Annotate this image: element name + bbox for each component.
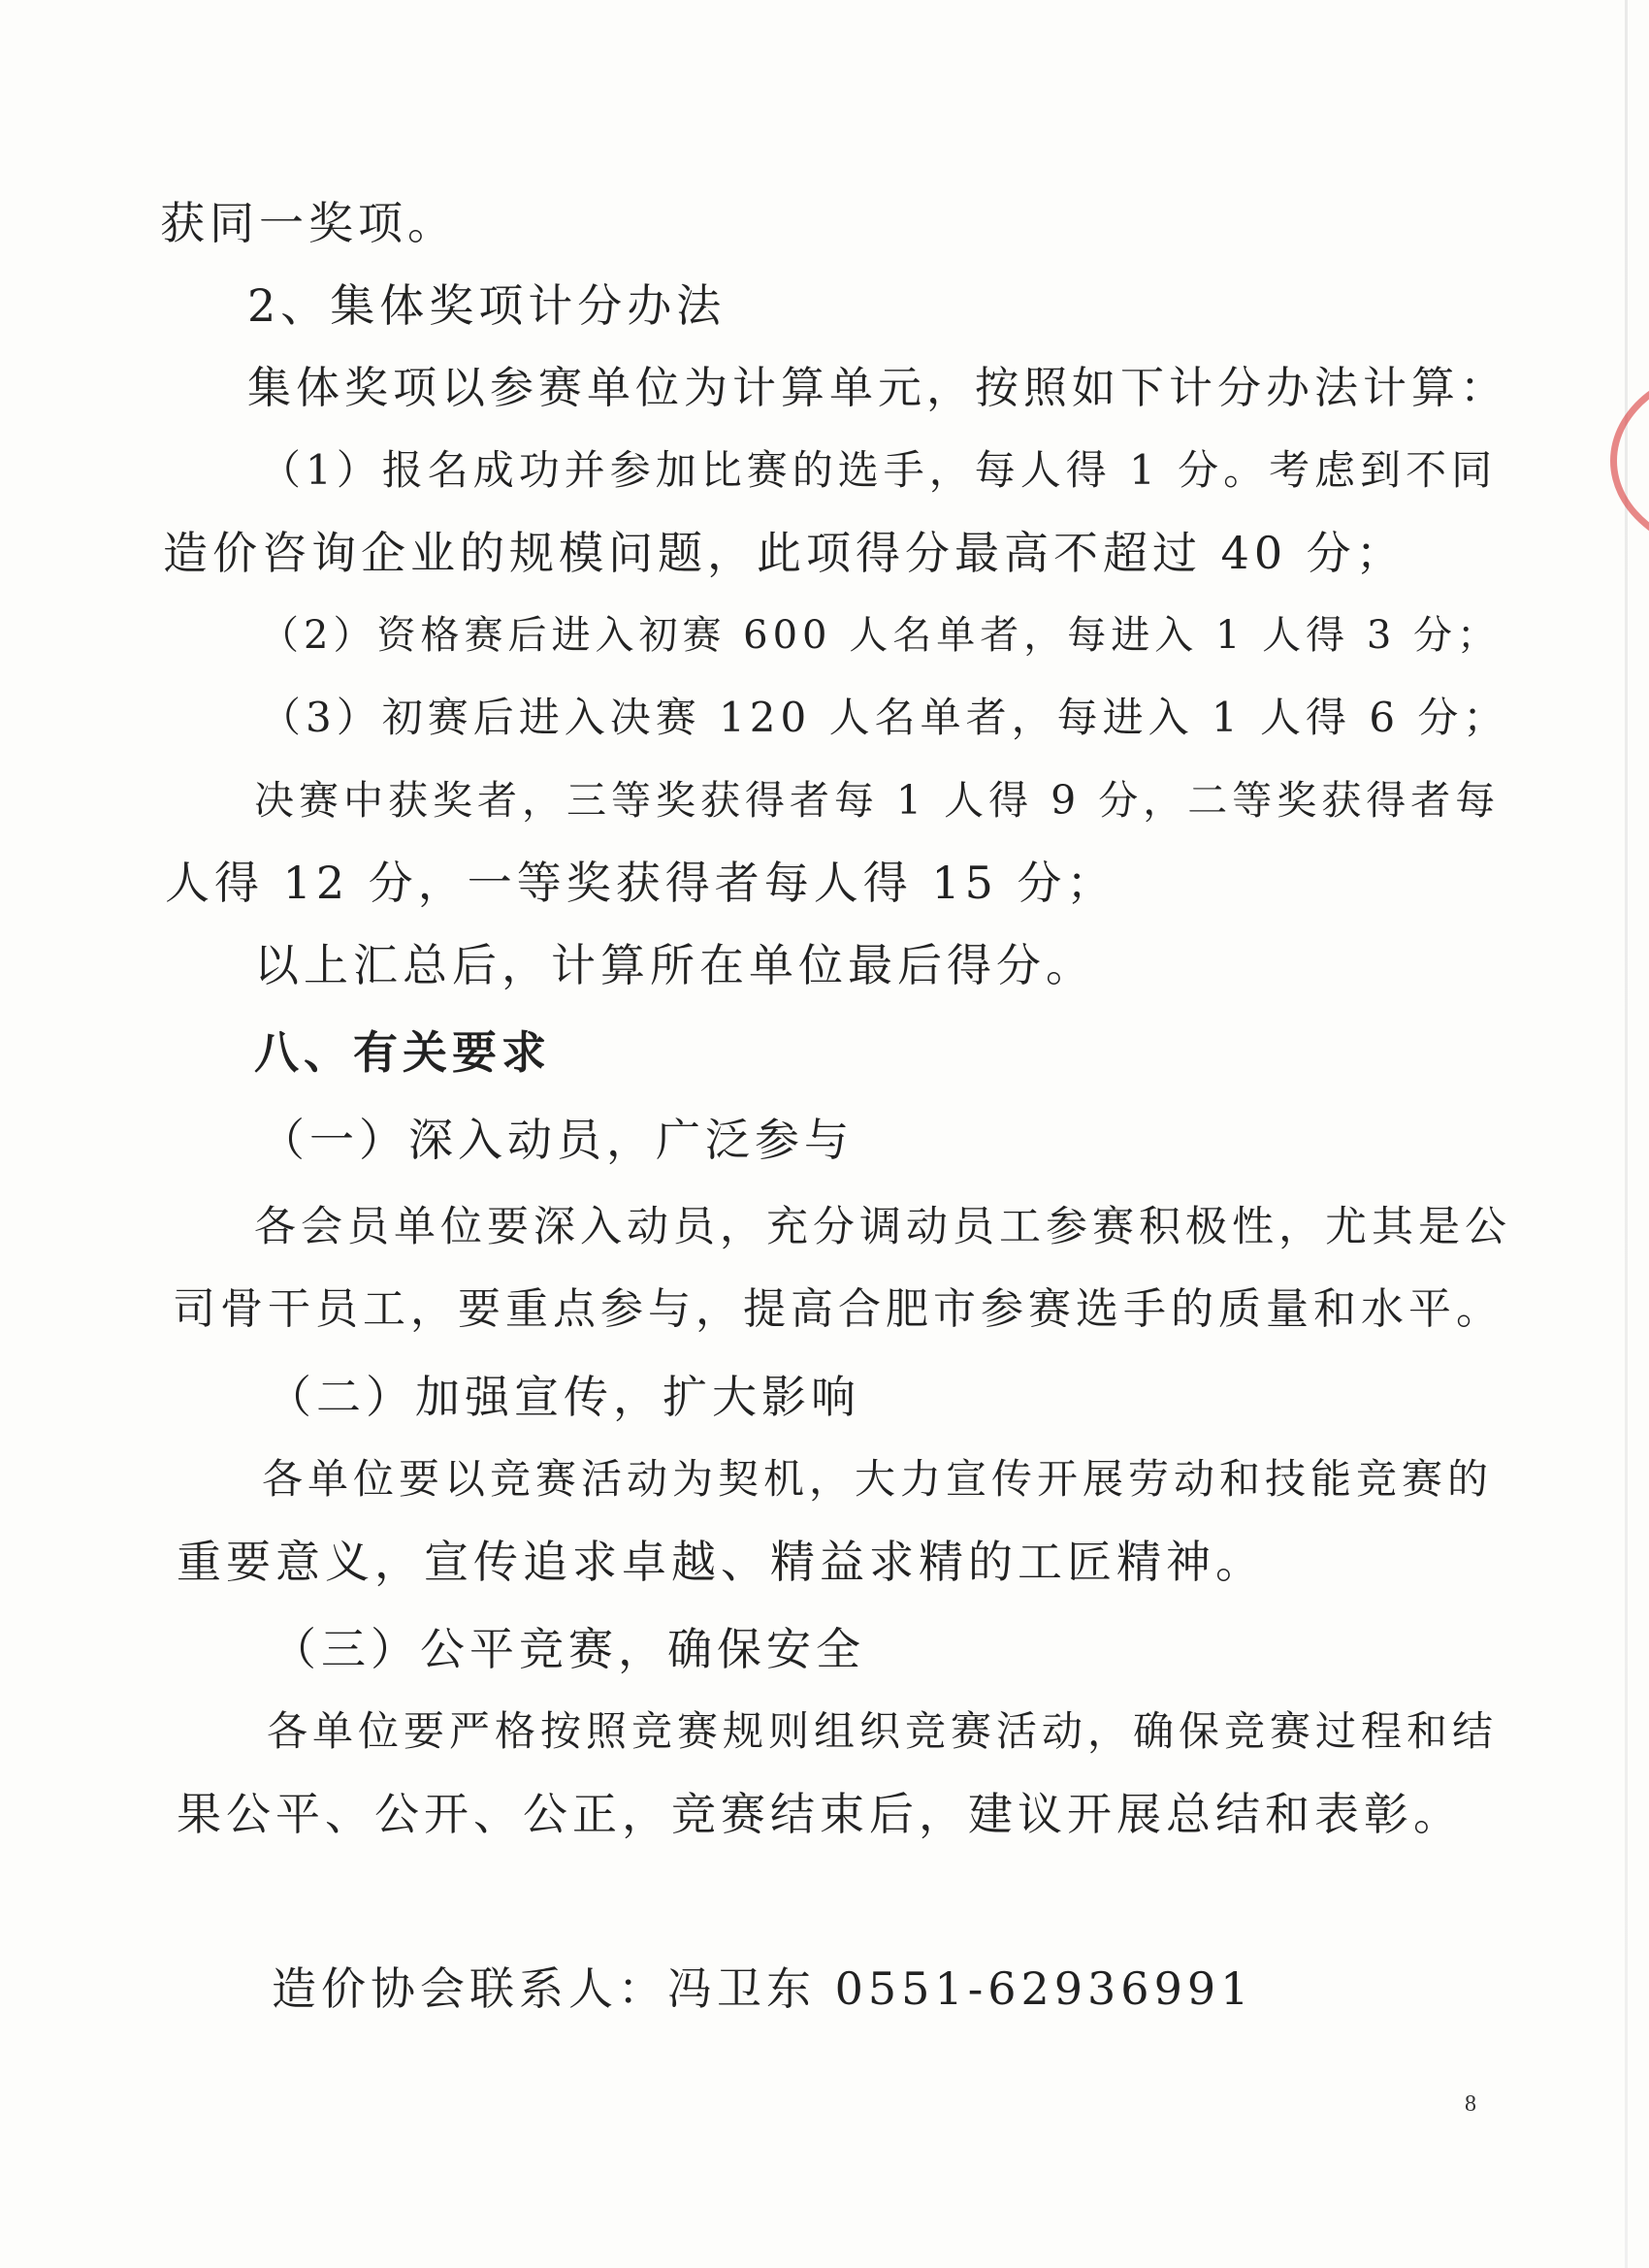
paragraph-line: 集体奖项以参赛单位为计算单元，按照如下计分办法计算： — [247, 362, 1509, 413]
subsection-heading: （二）加强宣传，扩大影响 — [267, 1371, 860, 1423]
scan-edge — [1625, 0, 1628, 2268]
paragraph-line: 果公平、公开、公正，竞赛结束后，建议开展总结和表彰。 — [177, 1788, 1463, 1840]
paragraph-line: 造价咨询企业的规模问题，此项得分最高不超过 40 分； — [163, 527, 1406, 579]
list-item: （1）报名成功并参加比赛的选手，每人得 1 分。考虑到不同 — [260, 446, 1498, 494]
chapter-heading: 八、有关要求 — [254, 1026, 551, 1079]
paragraph-line: 重要意义，宣传追求卓越、精益求精的工匠精神。 — [177, 1536, 1265, 1588]
red-seal-fragment — [1591, 364, 1649, 558]
page-number: 8 — [1465, 2091, 1476, 2117]
paragraph-line: 以上汇总后，计算所在单位最后得分。 — [254, 939, 1095, 991]
subsection-heading: （三）公平竞赛，确保安全 — [272, 1623, 865, 1675]
text-line: 获同一奖项。 — [160, 197, 457, 249]
paragraph-line: 人得 12 分，一等奖获得者每人得 15 分； — [165, 857, 1116, 909]
list-item: （3）初赛后进入决赛 120 人名单者，每进入 1 人得 6 分； — [260, 694, 1509, 741]
paragraph-line: 决赛中获奖者，三等奖获得者每 1 人得 9 分，二等奖获得者每 — [254, 777, 1501, 824]
section-heading: 2、集体奖项计分办法 — [247, 279, 727, 332]
subsection-heading: （一）深入动员，广泛参与 — [260, 1114, 854, 1166]
paragraph-line: 各会员单位要深入动员，充分调动员工参赛积极性，尤其是公 — [254, 1203, 1511, 1251]
list-item: （2）资格赛后进入初赛 600 人名单者，每进入 1 人得 3 分； — [260, 613, 1501, 658]
paragraph-line: 各单位要严格按照竞赛规则组织竞赛活动，确保竞赛过程和结 — [267, 1707, 1499, 1755]
paragraph-line: 各单位要以竞赛活动为契机，大力宣传开展劳动和技能竞赛的 — [262, 1455, 1494, 1503]
contact-line: 造价协会联系人：冯卫东 0551-62936991 — [272, 1962, 1254, 2015]
paragraph-line: 司骨干员工，要重点参与，提高合肥市参赛选手的质量和水平。 — [173, 1284, 1504, 1334]
